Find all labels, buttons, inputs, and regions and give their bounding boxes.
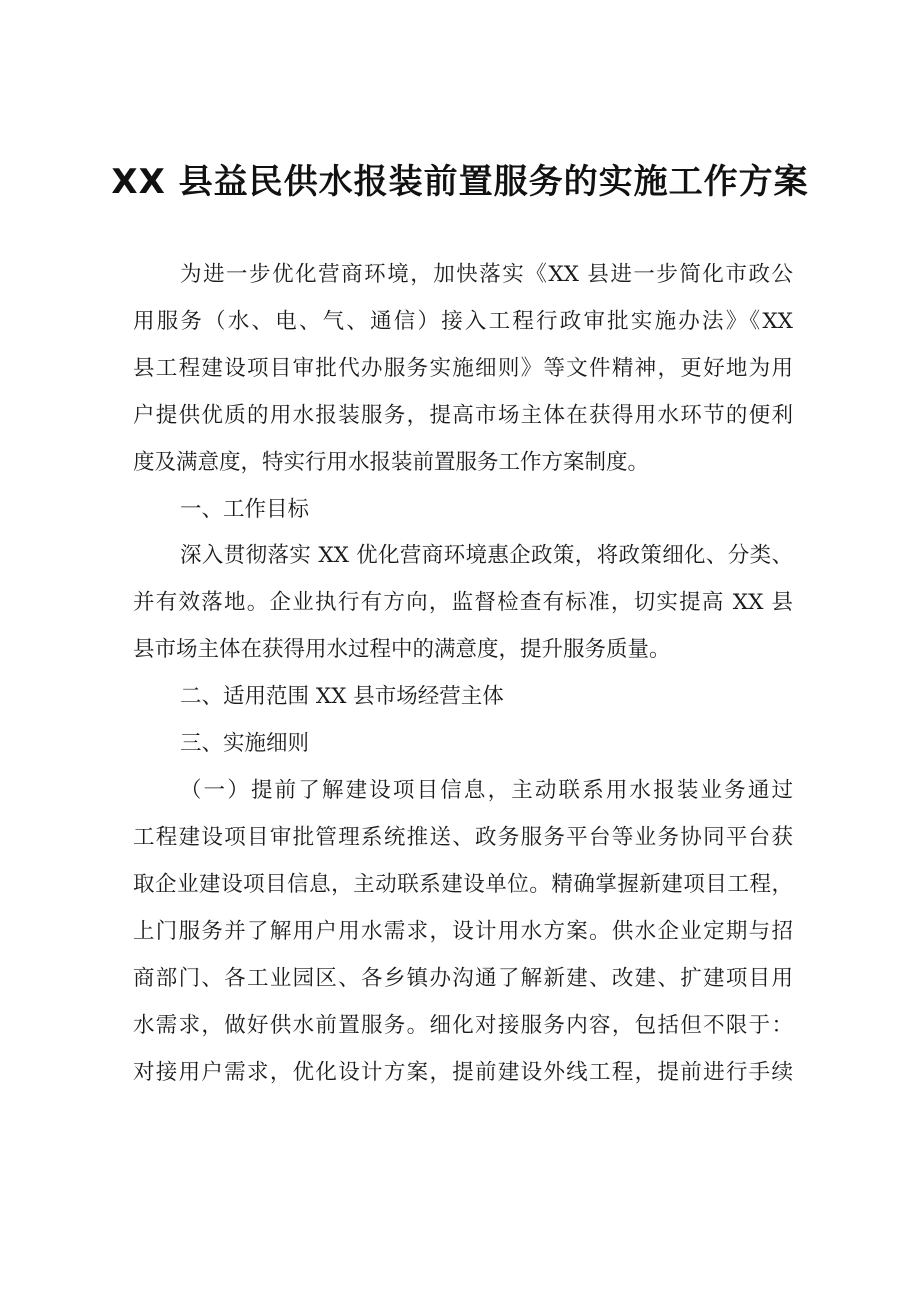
paragraph-line: 水需求，做好供水前置服务。细化对接服务内容，包括但不限于： — [133, 1013, 793, 1038]
paragraph-line: 上门服务并了解用户用水需求，设计用水方案。供水企业定期与招 — [133, 919, 793, 944]
section-heading: 二、适用范围 XX 县市场经营主体 — [180, 684, 504, 709]
paragraph-line: 深入贯彻落实 XX 优化营商环境惠企政策，将政策细化、分类、 — [180, 543, 793, 568]
paragraph-line: （一）提前了解建设项目信息，主动联系用水报装业务通过 — [180, 778, 793, 803]
paragraph-line: 工程建设项目审批管理系统推送、政务服务平台等业务协同平台获 — [133, 825, 793, 850]
section-heading: 一、工作目标 — [180, 497, 310, 522]
paragraph-line: 户提供优质的用水报装服务，提高市场主体在获得用水环节的便利 — [133, 403, 793, 428]
paragraph-line: 用服务（水、电、气、通信）接入工程行政审批实施办法》《XX — [133, 309, 793, 334]
paragraph-line: 并有效落地。企业执行有方向，监督检查有标准，切实提高 XX 县 — [133, 590, 793, 615]
paragraph-line: 度及满意度，特实行用水报装前置服务工作方案制度。 — [133, 450, 650, 475]
paragraph-line: 县市场主体在获得用水过程中的满意度，提升服务质量。 — [133, 637, 671, 662]
paragraph-line: 县工程建设项目审批代办服务实施细则》等文件精神，更好地为用 — [133, 356, 793, 381]
paragraph-line: 对接用户需求，优化设计方案，提前建设外线工程，提前进行手续 — [133, 1060, 793, 1085]
paragraph-line: 为进一步优化营商环境，加快落实《XX 县进一步简化市政公 — [180, 262, 793, 287]
section-heading: 三、实施细则 — [180, 731, 310, 756]
paragraph-line: 取企业建设项目信息，主动联系建设单位。精确掌握新建项目工程， — [133, 872, 793, 897]
paragraph-line: 商部门、各工业园区、各乡镇办沟通了解新建、改建、扩建项目用 — [133, 966, 793, 991]
document-title: XX 县益民供水报装前置服务的实施工作方案 — [111, 162, 809, 202]
